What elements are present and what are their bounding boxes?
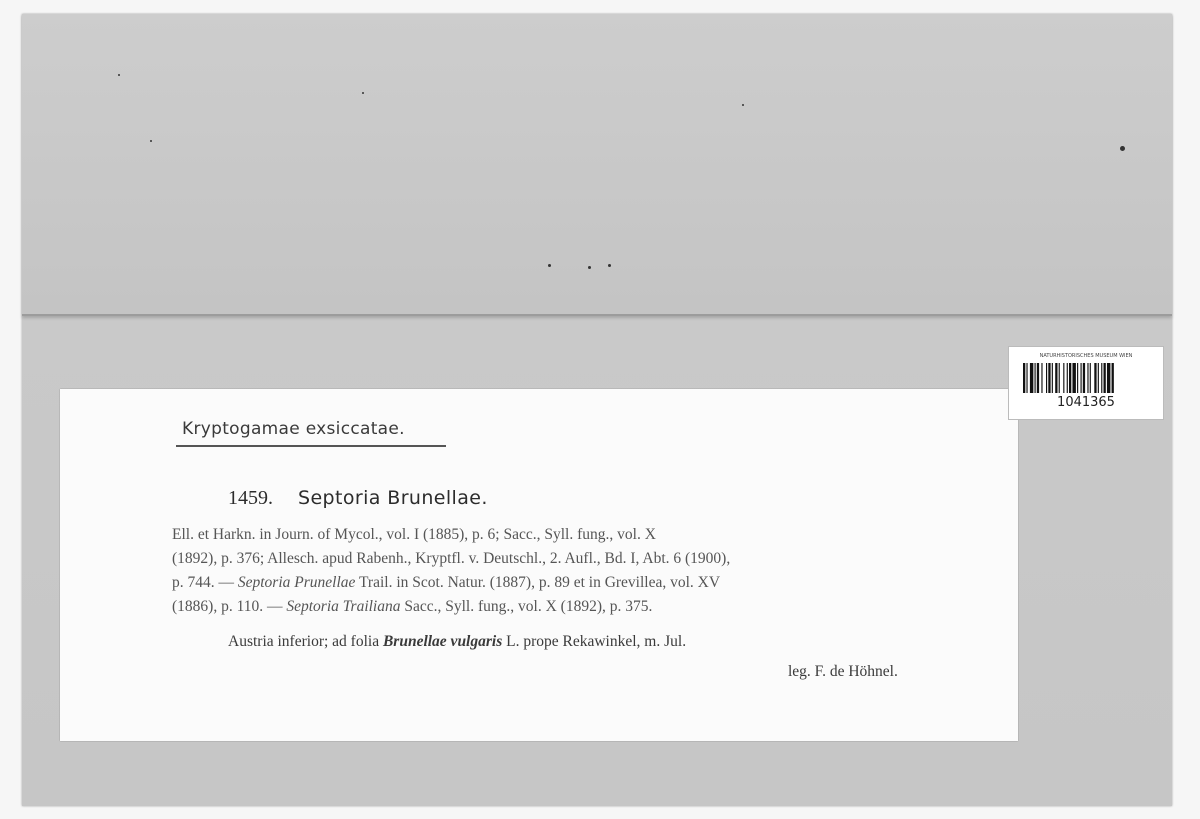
barcode-number: 1041365 [1057,395,1115,410]
species-name: Septoria Brunellae. [298,487,488,509]
exsiccata-number: 1459. [228,487,273,509]
locality-line [228,633,686,651]
reference-line [172,571,994,595]
reference-text: (1886), p. 110. — [172,598,287,615]
locality-text: Austria inferior; ad folia [228,633,383,650]
reference-line [172,595,994,619]
reference-line [172,523,994,547]
synonym-name: Septoria Prunellae [237,574,356,591]
series-title: Kryptogamae exsiccatae. [182,419,405,439]
reference-text: Sacc., Syll. fung., vol. X (1892), p. 375. [400,598,653,615]
reference-text: Ell. et Harkn. in Journ. of Mycol., vol. I (1885), p. 6; Sacc., Syll. fung., vol. X [172,526,656,543]
exsiccata-label [60,389,1018,741]
host-plant: Brunellae vulgaris [382,633,503,650]
reference-text: (1892), p. 376; Allesch. apud Rabenh., Kryptfl. v. Deutschl., 2. Aufl., Bd. I, Abt. 6 (1900), [172,550,731,567]
reference-line [172,547,994,571]
speck [150,140,152,142]
barcode-header: NATURHISTORISCHES MUSEUM WIEN [1039,353,1133,359]
synonym-name: Septoria Trailiana [286,598,401,615]
species-heading [228,487,488,510]
barcode-label [1008,346,1164,420]
speck [588,266,591,269]
barcode-icon [1023,363,1149,393]
speck [1120,146,1125,151]
speck [608,264,611,267]
speck [742,104,744,106]
speck [118,74,120,76]
series-title-underline [176,445,446,447]
speck [548,264,551,267]
packet-flap [22,14,1172,316]
speck [362,92,364,94]
collector-line: leg. F. de Höhnel. [788,663,898,680]
literature-references [172,523,994,619]
reference-text: p. 744. — [172,574,238,591]
reference-text: Trail. in Scot. Natur. (1887), p. 89 et in Grevillea, vol. XV [355,574,721,591]
locality-text-end: L. prope Rekawinkel, m. Jul. [502,633,687,650]
